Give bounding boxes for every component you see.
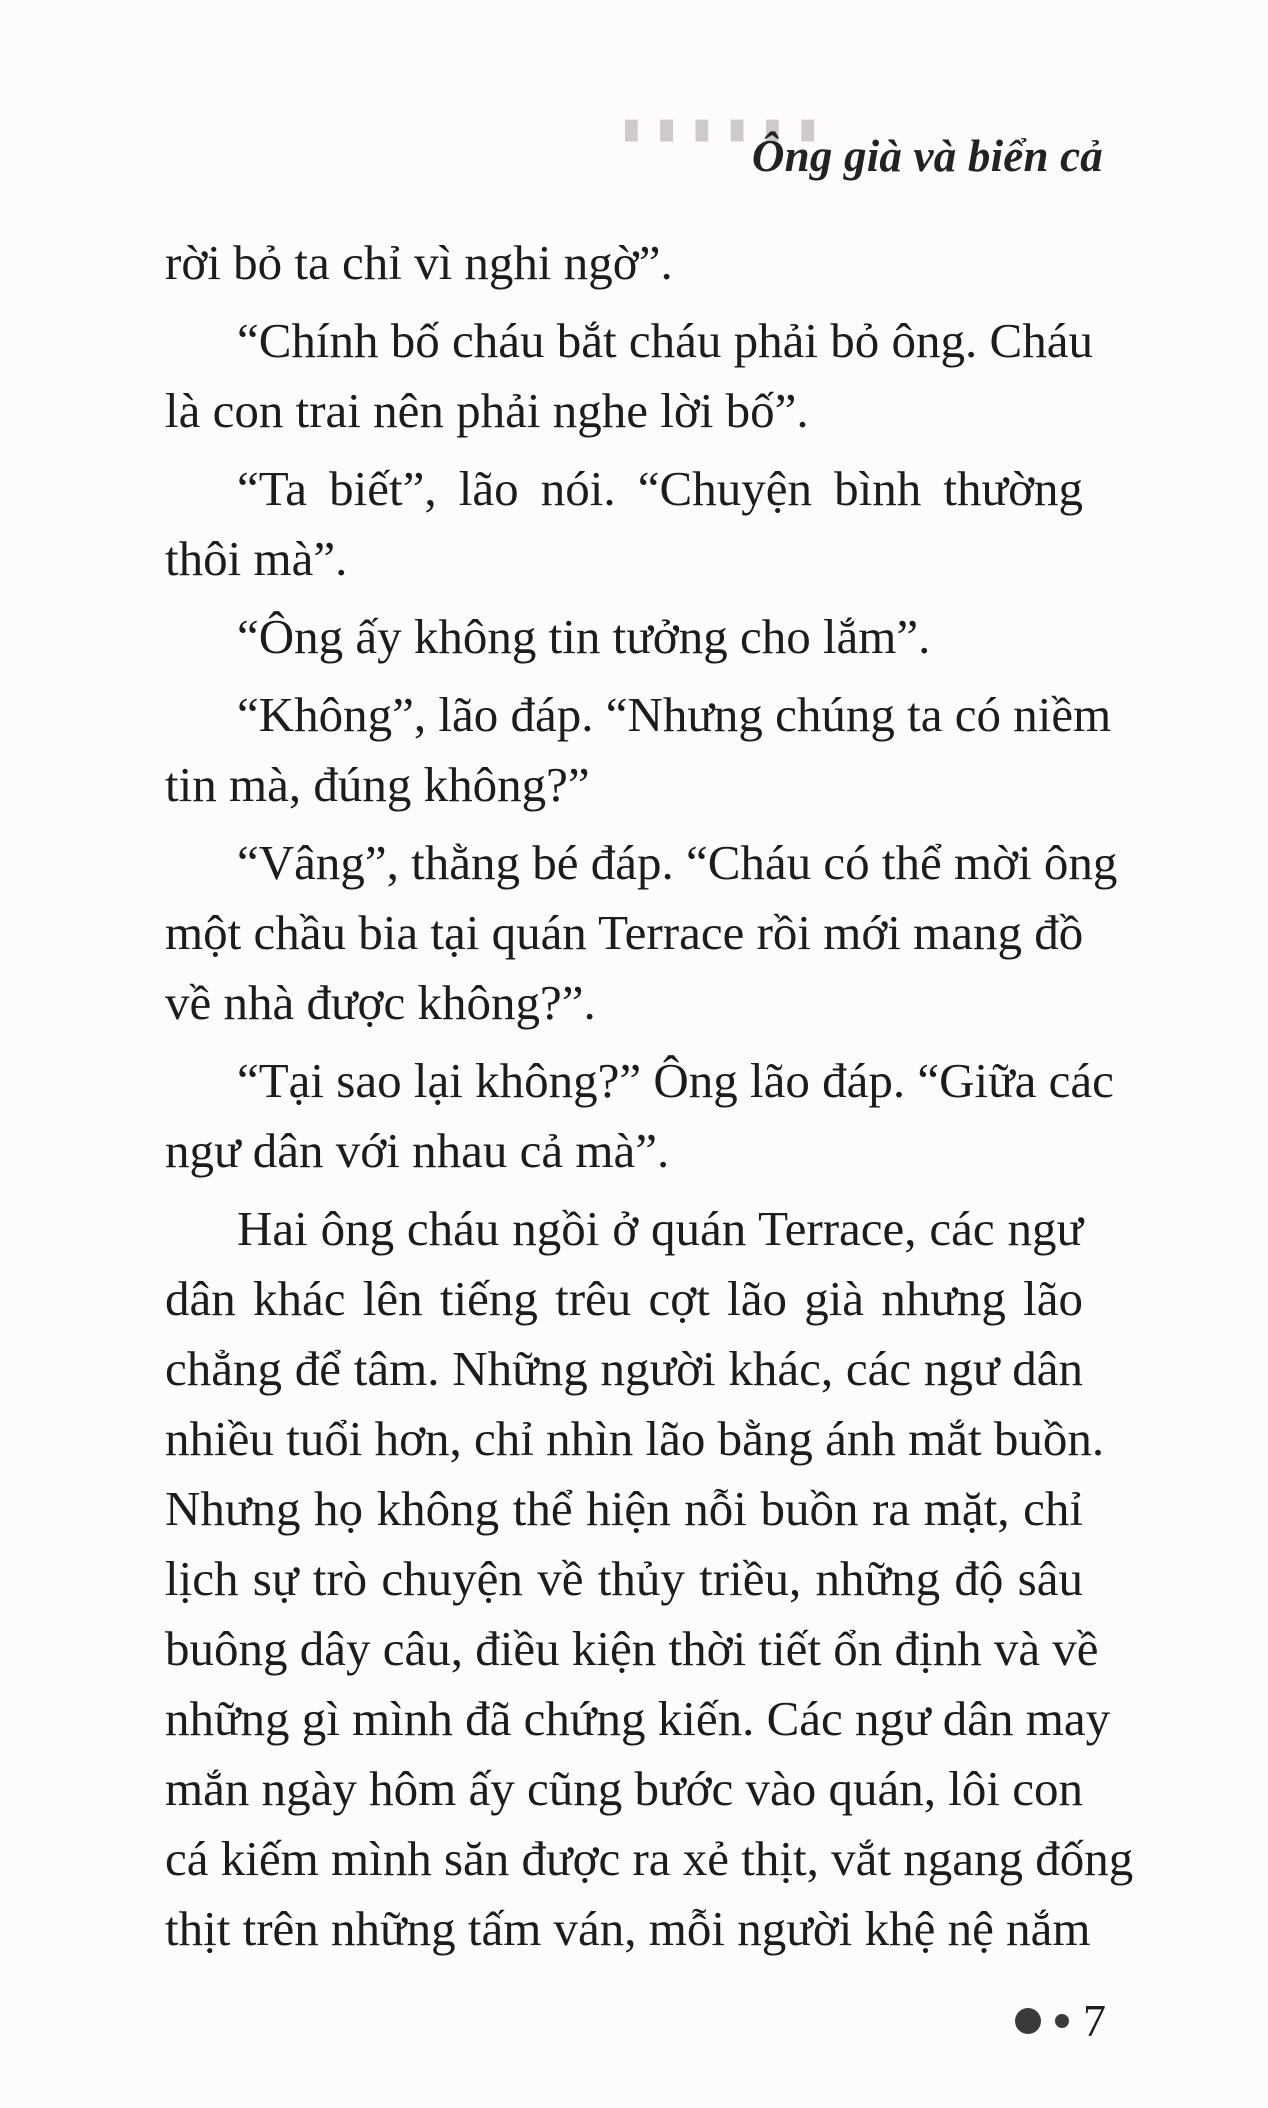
large-dot-ornament [1015, 2008, 1041, 2034]
text-line: “Tại sao lại không?” Ông lão đáp. “Giữa các [237, 1053, 1114, 1108]
text-line: rời bỏ ta chỉ vì nghi ngờ”. [165, 235, 673, 290]
body-text [165, 228, 1134, 1964]
text-line: nhiều tuổi hơn, chỉ nhìn lão bằng ánh mắt buồn. [165, 1411, 1105, 1466]
bleed-through-header: █ █ █ █ █ █ [625, 120, 824, 140]
page-footer [1015, 1995, 1106, 2046]
text-line: về nhà được không?”. [165, 975, 596, 1030]
text-line: “Ông ấy không tin tưởng cho lắm”. [237, 609, 931, 664]
text-line: “Chính bố cháu bắt cháu phải bỏ ông. Cháu [237, 313, 1093, 368]
text-line: mắn ngày hôm ấy cũng bước vào quán, lôi con [165, 1761, 1083, 1816]
page-number: 7 [1083, 1995, 1106, 2046]
text-line: Hai ông cháu ngồi ở quán Terrace, các ngư [237, 1201, 1083, 1256]
text-line: “Vâng”, thằng bé đáp. “Cháu có thể mời ông [237, 835, 1118, 890]
text-line: “Ta biết”, lão nói. “Chuyện bình thường [237, 461, 1083, 516]
text-line: ngư dân với nhau cả mà”. [165, 1123, 670, 1178]
text-line: Nhưng họ không thể hiện nỗi buồn ra mặt, chỉ [165, 1481, 1083, 1536]
small-dot-ornament [1055, 2014, 1069, 2028]
text-line: tin mà, đúng không?” [165, 757, 590, 812]
text-line: những gì mình đã chứng kiến. Các ngư dân may [165, 1691, 1111, 1746]
text-line: buông dây câu, điều kiện thời tiết ổn định và về [165, 1621, 1099, 1676]
text-line: cá kiếm mình săn được ra xẻ thịt, vắt ngang đống [165, 1831, 1134, 1886]
text-line: thịt trên những tấm ván, mỗi người khệ nệ nắm [165, 1901, 1091, 1956]
text-line: “Không”, lão đáp. “Nhưng chúng ta có niềm [237, 687, 1112, 742]
text-line: lịch sự trò chuyện về thủy triều, những độ sâu [165, 1551, 1083, 1606]
text-line: là con trai nên phải nghe lời bố”. [165, 383, 809, 438]
text-line: một chầu bia tại quán Terrace rồi mới mang đồ [165, 905, 1084, 960]
text-line: chẳng để tâm. Những người khác, các ngư dân [165, 1341, 1083, 1396]
running-header-title: Ông già và biển cả [751, 131, 1103, 181]
text-line: dân khác lên tiếng trêu cợt lão già nhưng lão [165, 1271, 1083, 1326]
text-line: thôi mà”. [165, 531, 348, 586]
